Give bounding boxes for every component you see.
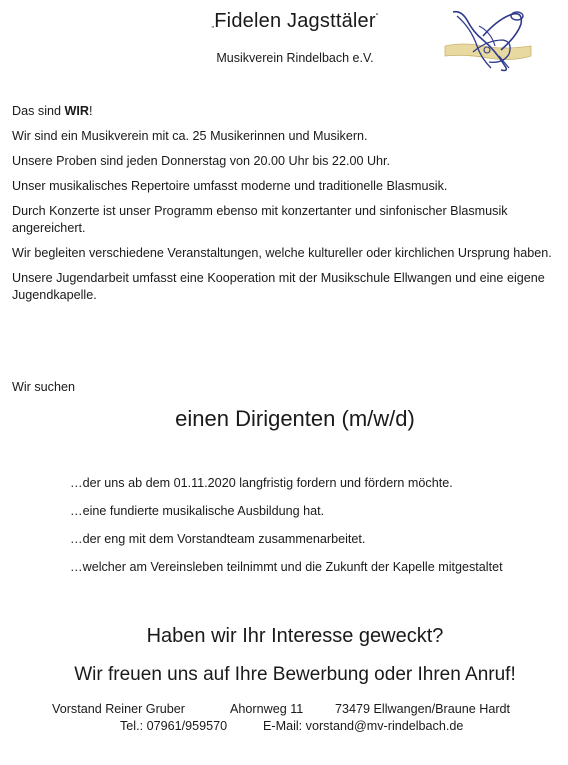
requirements-list	[70, 475, 550, 587]
cta-question: Haben wir Ihr Interesse geweckt?	[146, 625, 444, 647]
title-open-quote: „	[211, 20, 215, 29]
contact-email: E-Mail: vorstand@mv-rindelbach.de	[263, 719, 464, 733]
intro-headline-bold: WIR	[64, 104, 89, 118]
header	[0, 0, 568, 80]
intro-paragraph: Unsere Jugendarbeit umfasst eine Kooperation mit der Musikschule Ellwangen und eine eigene Jugendkapelle.	[12, 271, 545, 302]
requirement-item: …der uns ab dem 01.11.2020 langfristig fordern und fördern möchte.	[70, 476, 453, 490]
contact-name: Vorstand Reiner Gruber	[52, 702, 186, 716]
contact-phone: Tel.: 07961/959570	[120, 719, 228, 733]
cta-invitation: Wir freuen uns auf Ihre Bewerbung oder Ihren Anruf!	[74, 664, 516, 685]
title-close-quote: “	[375, 12, 379, 21]
contact-city: 73479 Ellwangen/Braune Hardt	[335, 702, 511, 716]
intro-section	[12, 103, 557, 312]
intro-headline	[12, 103, 557, 120]
requirement-item: …eine fundierte musikalische Ausbildung hat.	[70, 504, 325, 518]
intro-paragraph: Unsere Proben sind jeden Donnerstag von 20.00 Uhr bis 22.00 Uhr.	[12, 154, 391, 168]
intro-headline-prefix: Das sind	[12, 104, 65, 118]
intro-headline-suffix: !	[88, 104, 93, 118]
intro-paragraph: Wir sind ein Musikverein mit ca. 25 Musikerinnen und Musikern.	[12, 129, 368, 143]
club-subtitle: Musikverein Rindelbach e.V.	[216, 51, 374, 65]
search-label: Wir suchen	[12, 380, 75, 394]
requirement-item: …welcher am Vereinsleben teilnimmt und die Zukunft der Kapelle mitgestaltet	[70, 560, 503, 574]
brass-instrument-logo-icon	[443, 6, 533, 76]
requirement-item: …der eng mit dem Vorstandteam zusammenarbeitet.	[70, 532, 366, 546]
intro-paragraph: Wir begleiten verschiedene Veranstaltungen, welche kultureller oder kirchlichen Ursprung haben.	[12, 246, 552, 260]
title-text: Fidelen Jagsttäler	[214, 10, 376, 32]
position-title: einen Dirigenten (m/w/d)	[175, 406, 415, 431]
intro-paragraph: Unser musikalisches Repertoire umfasst moderne und traditionelle Blasmusik.	[12, 179, 448, 193]
intro-paragraph: Durch Konzerte ist unser Programm ebenso mit konzertanter und sinfonischer Blasmusik angereichert.	[12, 204, 508, 235]
contact-street: Ahornweg 11	[230, 702, 304, 716]
